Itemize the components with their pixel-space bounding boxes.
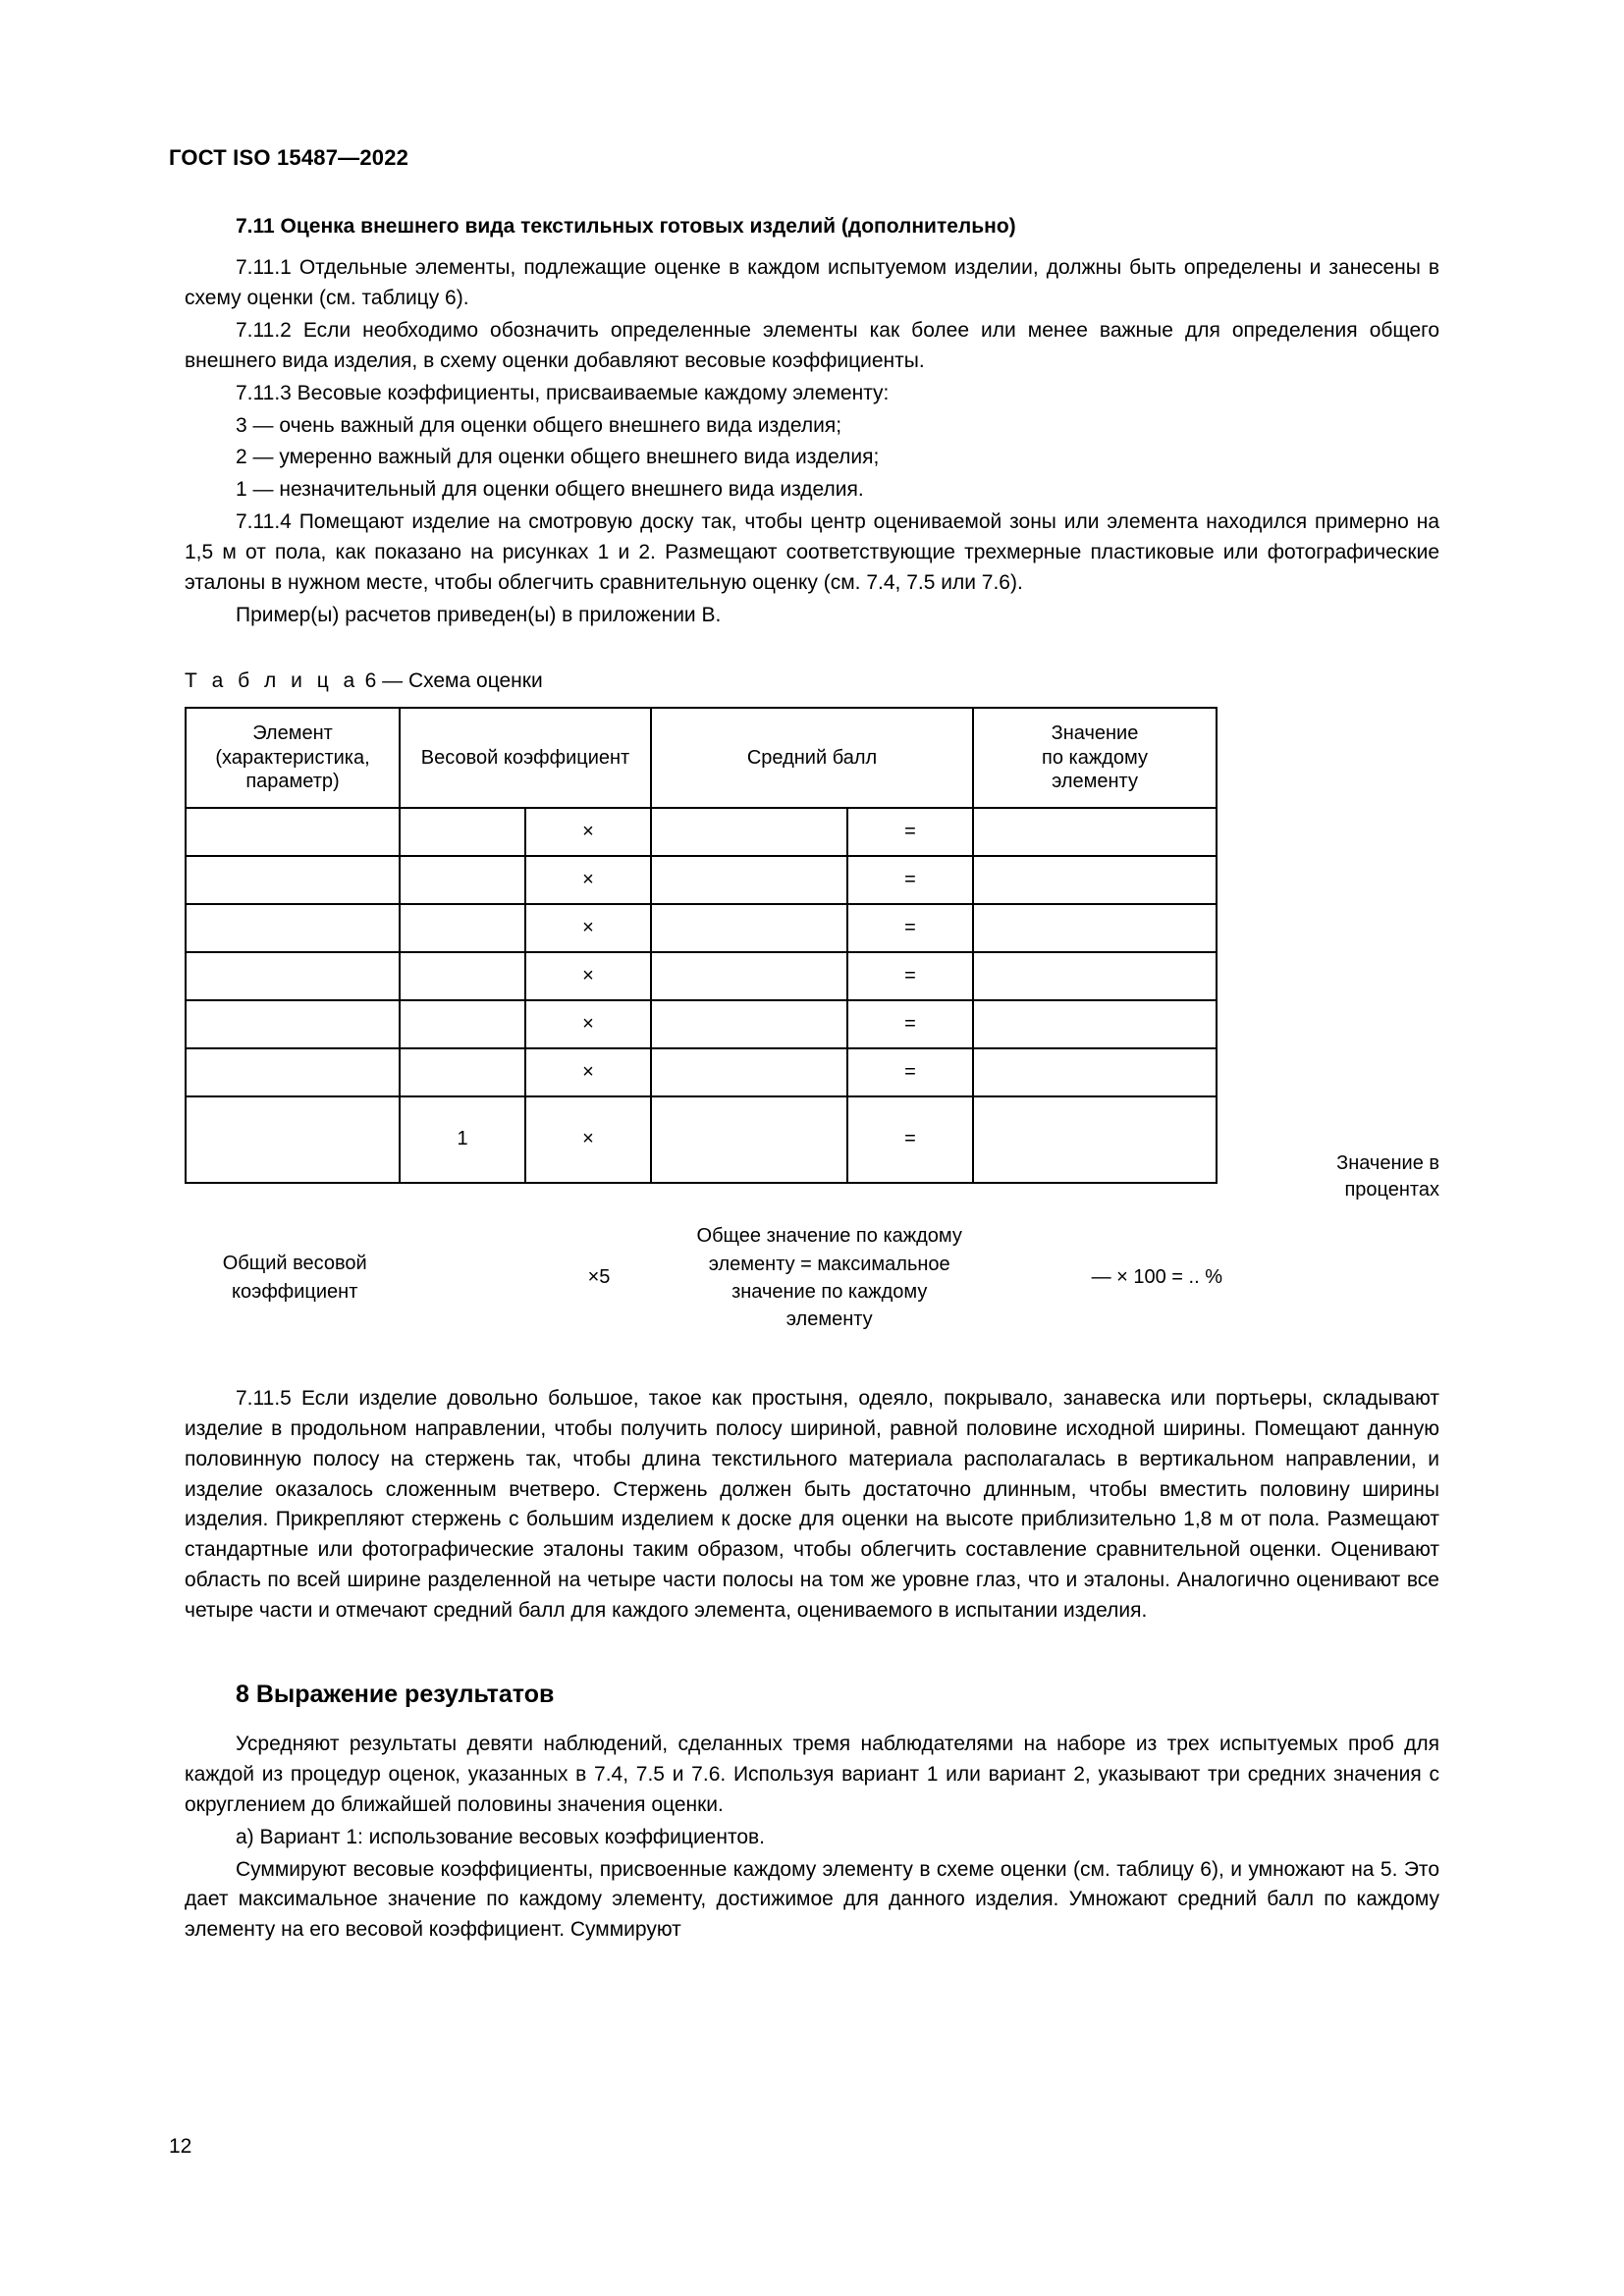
cell-weight[interactable]: 1 xyxy=(400,1096,525,1183)
total-multiplier-box: ×5 xyxy=(587,1266,611,1289)
cell-eq-symbol: = xyxy=(847,1000,973,1048)
cell-element[interactable] xyxy=(186,904,400,952)
table6-total-row xyxy=(185,1205,1319,1351)
cell-eq-symbol: = xyxy=(847,1096,973,1183)
total-weight-label-line2: коэффициент xyxy=(232,1280,358,1303)
table6-header-element-line2: (характеристика, xyxy=(215,746,370,769)
cell-average[interactable] xyxy=(651,1096,847,1183)
table6-wrapper xyxy=(185,707,1439,1201)
cell-average[interactable] xyxy=(651,952,847,1000)
cell-weight[interactable] xyxy=(400,1048,525,1096)
section-711-heading: 7.11 Оценка внешнего вида текстильных готовых изделий (дополнительно) xyxy=(236,215,1016,238)
total-weight-input-box[interactable] xyxy=(405,1205,534,1351)
paragraph-example-note: Пример(ы) расчетов приведен(ы) в приложении В. xyxy=(236,603,722,626)
total-description-line1: Общее значение по каждому xyxy=(696,1225,962,1248)
cell-average[interactable] xyxy=(651,808,847,856)
cell-average[interactable] xyxy=(651,904,847,952)
table6-total-table xyxy=(185,1205,1319,1351)
cell-element[interactable] xyxy=(186,952,400,1000)
cell-mult-symbol: × xyxy=(525,952,651,1000)
cell-value[interactable] xyxy=(973,952,1217,1000)
weight-item-3: 3 — очень важный для оценки общего внешнего вида изделия; xyxy=(236,413,842,437)
total-description xyxy=(664,1205,996,1351)
table6-caption-dash: — xyxy=(382,668,404,692)
table6-header-value-line2: по каждому xyxy=(1042,746,1148,769)
cell-value[interactable] xyxy=(973,1096,1217,1183)
cell-value[interactable] xyxy=(973,856,1217,904)
cell-weight[interactable] xyxy=(400,952,525,1000)
document-header: ГОСТ ISO 15487—2022 xyxy=(169,145,409,170)
cell-eq-symbol: = xyxy=(847,904,973,952)
page-number: 12 xyxy=(169,2135,192,2158)
cell-weight[interactable] xyxy=(400,856,525,904)
table6-head xyxy=(186,708,1217,808)
cell-weight[interactable] xyxy=(400,1000,525,1048)
cell-eq-symbol: = xyxy=(847,856,973,904)
table6-header-value-line3: элементу xyxy=(1052,771,1138,793)
paragraph-8-3: Суммируют весовые коэффициенты, присвоенные каждому элементу в схеме оценки (см. таблицу 6), и умножают на 5. Это дает максимальное значение по каждому элементу, достижимое для данного изделия. Умножают средний балл по каждому элементу на его весовой коэффициент. Суммируют xyxy=(185,1857,1439,1942)
paragraph-7115: 7.11.5 Если изделие довольно большое, такое как простыня, одеяло, покрывало, занавеска или портьеры, складывают изделие в продольном направлении, чтобы получить полосу шириной, равной половине исходной ширины. Помещают данную половинную полосу на стержень так, чтобы длина текстильного материала располагалась в вертикальном направлении, и изделие оказалось сложенным вчетверо. Стержень должен быть достаточно длинным, чтобы вместить половину ширины изделия. Прикрепляют стержень с большим изделием к доске для оценки на высоте приблизительно 1,8 м от пола. Размещают стандартные или фотографические эталоны таким образом, чтобы облегчить составление сравнительной оценки. Оценивают область по всей ширине разделенной на четыре части полосы на том же уровне глаз, что и эталоны. Аналогично оценивают все четыре части и отмечают средний балл для каждого элемента, оцениваемого в испытании изделия. xyxy=(185,1386,1439,1622)
cell-mult-symbol: × xyxy=(525,904,651,952)
cell-mult-symbol: × xyxy=(525,1048,651,1096)
cell-value[interactable] xyxy=(973,808,1217,856)
table-row xyxy=(186,1048,1217,1096)
cell-mult-symbol: × xyxy=(525,856,651,904)
table6-header-weight: Весовой коэффициент xyxy=(400,708,651,808)
table6-total-block xyxy=(185,1205,1439,1351)
table-row xyxy=(186,904,1217,952)
cell-value[interactable] xyxy=(973,1000,1217,1048)
percent-side-label-line2: процентах xyxy=(1344,1178,1439,1201)
table-row xyxy=(186,1096,1217,1183)
total-description-line3: значение по каждому xyxy=(731,1280,928,1303)
section-8-heading: 8 Выражение результатов xyxy=(236,1680,555,1708)
table6-header-average: Средний балл xyxy=(651,708,973,808)
cell-value[interactable] xyxy=(973,904,1217,952)
cell-element[interactable] xyxy=(186,856,400,904)
paragraph-7113: 7.11.3 Весовые коэффициенты, присваиваемые каждому элементу: xyxy=(236,381,890,404)
paragraph-7112: 7.11.2 Если необходимо обозначить определенные элементы как более или менее важные для определения общего внешнего вида изделия, в схему оценки добавляют весовые коэффициенты. xyxy=(185,318,1439,372)
table-row xyxy=(186,952,1217,1000)
cell-average[interactable] xyxy=(651,856,847,904)
table6-caption-label: Т а б л и ц а xyxy=(185,668,359,692)
table6-header-row xyxy=(186,708,1217,808)
table6-header-element xyxy=(186,708,400,808)
cell-mult-symbol: × xyxy=(525,1000,651,1048)
percent-formula-box: — × 100 = .. % xyxy=(1091,1266,1222,1289)
cell-average[interactable] xyxy=(651,1048,847,1096)
page-content xyxy=(185,214,1439,1948)
total-weight-label xyxy=(185,1205,405,1351)
cell-eq-symbol: = xyxy=(847,808,973,856)
table-row xyxy=(186,808,1217,856)
total-weight-label-line1: Общий весовой xyxy=(222,1252,367,1274)
table6-scheme xyxy=(185,707,1218,1184)
table-row xyxy=(186,1000,1217,1048)
cell-weight[interactable] xyxy=(400,904,525,952)
total-description-line4: элементу xyxy=(785,1308,873,1331)
cell-eq-symbol: = xyxy=(847,1048,973,1096)
cell-element[interactable] xyxy=(186,1048,400,1096)
cell-average[interactable] xyxy=(651,1000,847,1048)
table6-header-value-line1: Значение xyxy=(1051,722,1139,745)
total-description-line2: элементу = максимальное xyxy=(708,1253,950,1275)
table6-header-element-line3: параметр) xyxy=(245,771,340,793)
percent-side-label-line1: Значение в xyxy=(1336,1151,1439,1174)
table6-header-element-line1: Элемент xyxy=(252,722,333,745)
cell-element[interactable] xyxy=(186,808,400,856)
table6-caption xyxy=(185,667,1439,695)
cell-weight[interactable] xyxy=(400,808,525,856)
cell-element[interactable] xyxy=(186,1096,400,1183)
paragraph-7111: 7.11.1 Отдельные элементы, подлежащие оценке в каждом испытуемом изделии, должны быть определены и занесены в схему оценки (см. таблицу 6). xyxy=(185,256,1439,310)
table-row xyxy=(186,856,1217,904)
table6-caption-title: Схема оценки xyxy=(407,668,543,692)
cell-element[interactable] xyxy=(186,1000,400,1048)
cell-eq-symbol: = xyxy=(847,952,973,1000)
paragraph-8-1: Усредняют результаты девяти наблюдений, сделанных тремя наблюдателями на наборе из трех испытуемых проб для каждой из процедур оценок, указанных в 7.4, 7.5 и 7.6. Используя вариант 1 или вариант 2, указывают три средних значения с округлением до ближайшей половины значения оценки. xyxy=(185,1733,1439,1816)
cell-value[interactable] xyxy=(973,1048,1217,1096)
table6-caption-number: 6 xyxy=(364,668,377,692)
weight-item-2: 2 — умеренно важный для оценки общего внешнего вида изделия; xyxy=(236,446,880,469)
paragraph-7114: 7.11.4 Помещают изделие на смотровую доску так, чтобы центр оцениваемой зоны или элемента находился примерно на 1,5 м от пола, как показано на рисунках 1 и 2. Размещают соответствующие трехмерные пластиковые или фотографические эталоны в нужном месте, чтобы облегчить сравнительную оценку (см. 7.4, 7.5 или 7.6). xyxy=(185,510,1439,594)
table6-header-value xyxy=(973,708,1217,808)
percent-side-label xyxy=(1253,1150,1439,1203)
weight-item-1: 1 — незначительный для оценки общего внешнего вида изделия. xyxy=(236,478,864,502)
cell-mult-symbol: × xyxy=(525,1096,651,1183)
cell-mult-symbol: × xyxy=(525,808,651,856)
table6-body xyxy=(186,808,1217,1183)
paragraph-8-variant1: а) Вариант 1: использование весовых коэффициентов. xyxy=(236,1825,765,1848)
